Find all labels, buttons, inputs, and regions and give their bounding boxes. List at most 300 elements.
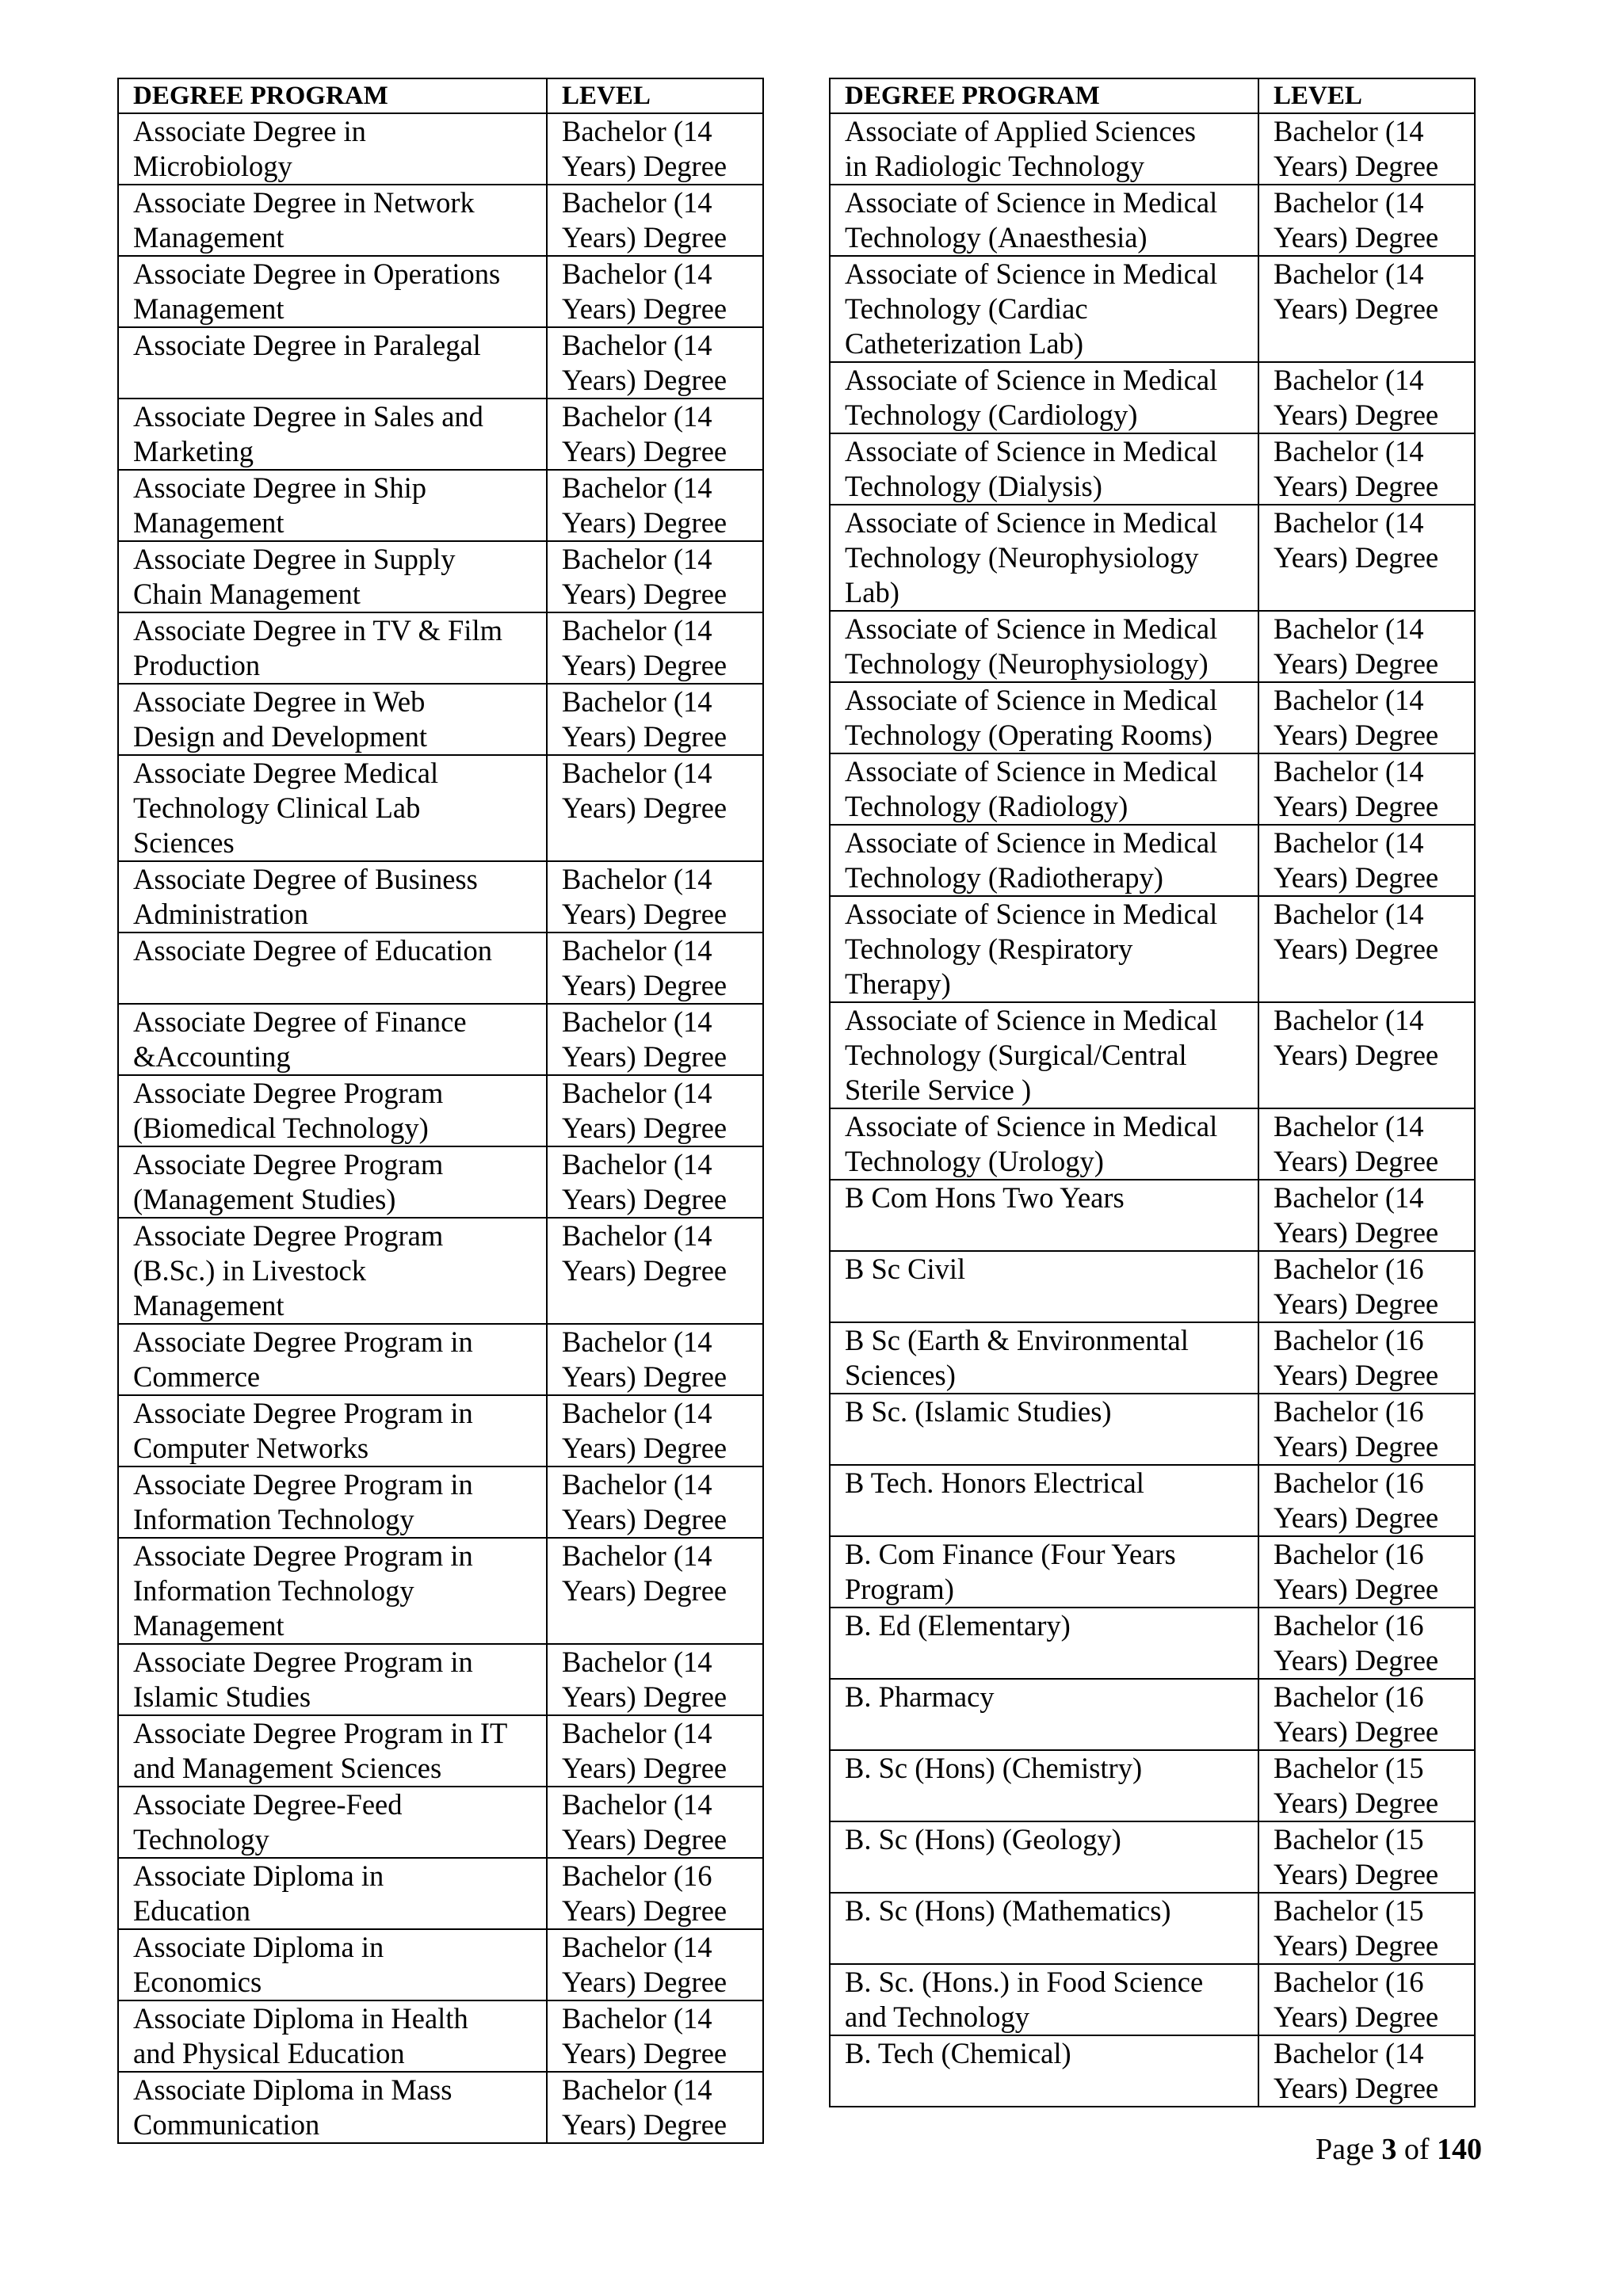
degree-program-cell [830, 256, 1258, 362]
level-cell-line: Bachelor (14 [562, 115, 712, 147]
degree-program-cell [118, 1644, 547, 1715]
level-cell [547, 185, 763, 256]
degree-program-cell [118, 2072, 547, 2143]
degree-program-cell-line: Associate Degree Program in [133, 1325, 473, 1358]
degree-program-cell-line: Information Technology [133, 1503, 414, 1535]
degree-program-cell-line: B. Com Finance (Four Years [845, 1538, 1176, 1570]
degree-program-cell-line: Technology (Radiotherapy) [845, 861, 1163, 894]
table-row [118, 2072, 763, 2143]
level-cell [1258, 113, 1475, 185]
level-cell [547, 1075, 763, 1146]
header-level: LEVEL [1258, 78, 1475, 113]
degree-program-cell-line: Sterile Service ) [845, 1074, 1032, 1106]
level-cell-line: Bachelor (14 [1274, 186, 1424, 219]
table-row [118, 612, 763, 684]
level-cell-line: Bachelor (14 [1274, 364, 1424, 396]
degree-program-cell [118, 1004, 547, 1075]
degree-program-cell-line: Management [133, 1609, 285, 1642]
table-row [830, 1394, 1475, 1465]
level-cell-line: Bachelor (14 [562, 329, 712, 361]
degree-program-cell-line: Technology (Neurophysiology [845, 541, 1199, 574]
degree-program-cell-line: Technology (Neurophysiology) [845, 647, 1209, 680]
level-cell-line: Bachelor (14 [562, 1646, 712, 1678]
level-cell-line: Years) Degree [1274, 1501, 1439, 1534]
degree-program-cell-line: B Sc (Earth & Environmental [845, 1324, 1189, 1356]
degree-program-cell-line: Management [133, 506, 285, 539]
degree-program-cell-line: Associate of Science in Medical [845, 435, 1218, 467]
table-row [118, 755, 763, 861]
level-cell [547, 861, 763, 933]
table-row [118, 1715, 763, 1787]
degree-program-cell-line: Technology (Dialysis) [845, 470, 1102, 502]
level-cell [547, 1715, 763, 1787]
degree-program-cell [118, 861, 547, 933]
level-cell-line: Bachelor (14 [562, 1539, 712, 1572]
level-cell [1258, 682, 1475, 753]
degree-program-cell [830, 1002, 1258, 1108]
level-cell [547, 2000, 763, 2072]
degree-program-cell [118, 1858, 547, 1929]
degree-program-cell-line: Marketing [133, 435, 254, 467]
level-cell-line: Years) Degree [562, 578, 727, 610]
level-cell-line: Bachelor (16 [1274, 1538, 1424, 1570]
degree-program-cell [118, 185, 547, 256]
level-cell-line: Years) Degree [562, 1574, 727, 1607]
table-row [118, 1395, 763, 1466]
degree-program-cell-line: Management [133, 292, 285, 325]
table-row [830, 1002, 1475, 1108]
level-cell [547, 1395, 763, 1466]
level-cell [1258, 1821, 1475, 1893]
level-cell-line: Bachelor (14 [562, 1219, 712, 1252]
degree-program-cell [118, 1929, 547, 2000]
degree-program-cell [118, 256, 547, 327]
table-row [830, 825, 1475, 896]
level-cell-line: Bachelor (14 [562, 1788, 712, 1821]
degree-program-cell-line: Economics [133, 1966, 262, 1998]
degree-program-cell [118, 755, 547, 861]
level-cell-line: Years) Degree [1274, 1216, 1439, 1249]
level-cell [1258, 1536, 1475, 1608]
degree-program-cell-line: Technology (Surgical/Central [845, 1039, 1187, 1071]
degree-program-cell-line: Production [133, 649, 261, 681]
table-row [118, 1324, 763, 1395]
table-row [830, 611, 1475, 682]
degree-program-cell-line: Associate Degree Program in [133, 1468, 473, 1501]
level-cell [547, 684, 763, 755]
degree-program-cell-line: (Management Studies) [133, 1183, 396, 1215]
level-cell-line: Bachelor (15 [1274, 1752, 1424, 1784]
level-cell-line: Bachelor (14 [562, 400, 712, 433]
level-cell [1258, 362, 1475, 433]
level-cell-line: Years) Degree [562, 898, 727, 930]
total-pages: 140 [1437, 2133, 1482, 2166]
level-cell-line: Years) Degree [562, 1040, 727, 1073]
level-cell-line: Bachelor (14 [1274, 612, 1424, 645]
degree-program-cell [830, 1180, 1258, 1251]
degree-program-cell-line: and Technology [845, 2000, 1029, 2033]
degree-program-cell-line: and Management Sciences [133, 1752, 442, 1784]
level-cell [1258, 896, 1475, 1002]
table-row [118, 933, 763, 1004]
level-cell-line: Years) Degree [562, 1680, 727, 1713]
level-cell-line: Years) Degree [1274, 1287, 1439, 1320]
level-cell-line: Bachelor (14 [562, 2073, 712, 2106]
level-cell-line: Bachelor (14 [562, 1468, 712, 1501]
level-cell-line: Bachelor (14 [562, 186, 712, 219]
level-cell [547, 1858, 763, 1929]
level-cell [547, 1466, 763, 1538]
level-cell-line: Bachelor (14 [562, 1931, 712, 1963]
level-cell-line: Years) Degree [1274, 1359, 1439, 1391]
degree-program-cell [830, 825, 1258, 896]
level-cell-line: Years) Degree [1274, 1929, 1439, 1962]
degree-program-cell [830, 2035, 1258, 2107]
table-row [118, 327, 763, 399]
level-cell-line: Bachelor (16 [1274, 1466, 1424, 1499]
level-cell [547, 1004, 763, 1075]
degree-program-cell-line: Associate of Science in Medical [845, 898, 1218, 930]
level-cell [1258, 753, 1475, 825]
level-cell-line: Years) Degree [1274, 719, 1439, 751]
level-cell-line: Years) Degree [562, 649, 727, 681]
level-cell-line: Years) Degree [562, 1112, 727, 1144]
degree-program-cell-line: Sciences) [845, 1359, 956, 1391]
table-row [830, 1821, 1475, 1893]
level-cell-line: Bachelor (14 [1274, 1004, 1424, 1036]
table-row [118, 684, 763, 755]
level-cell [1258, 825, 1475, 896]
level-cell-line: Years) Degree [562, 1183, 727, 1215]
degree-program-cell [118, 933, 547, 1004]
level-cell-line: Years) Degree [562, 292, 727, 325]
degree-program-cell [118, 1715, 547, 1787]
degree-program-cell-line: Associate Diploma in Mass [133, 2073, 453, 2106]
degree-program-cell [118, 1146, 547, 1218]
level-cell-line: Bachelor (16 [1274, 1395, 1424, 1428]
level-cell-line: Years) Degree [1274, 541, 1439, 574]
degree-table-left-body [118, 113, 763, 2143]
degree-program-cell-line: B Tech. Honors Electrical [845, 1466, 1144, 1499]
table-row [118, 1004, 763, 1075]
table-row [830, 505, 1475, 611]
degree-program-cell-line: Therapy) [845, 967, 951, 1000]
level-cell-line: Bachelor (16 [1274, 1253, 1424, 1285]
level-cell [1258, 1964, 1475, 2035]
degree-program-cell-line: Associate Degree Program [133, 1148, 444, 1180]
level-cell [1258, 1251, 1475, 1322]
degree-program-cell-line: Associate of Science in Medical [845, 612, 1218, 645]
table-row [118, 2000, 763, 2072]
level-cell-line: Years) Degree [562, 506, 727, 539]
degree-program-cell [118, 612, 547, 684]
degree-program-cell [118, 1538, 547, 1644]
degree-program-cell-line: Management [133, 1289, 285, 1322]
level-cell-line: Bachelor (14 [1274, 2037, 1424, 2069]
level-cell [547, 1929, 763, 2000]
level-cell [1258, 1465, 1475, 1536]
degree-program-cell-line: Communication [133, 2108, 320, 2141]
level-cell-line: Years) Degree [1274, 1573, 1439, 1605]
level-cell-line: Years) Degree [1274, 2000, 1439, 2033]
level-cell-line: Years) Degree [562, 221, 727, 254]
level-cell-line: Years) Degree [1274, 790, 1439, 822]
degree-program-cell [118, 470, 547, 541]
degree-program-cell-line: B. Tech (Chemical) [845, 2037, 1071, 2069]
degree-table-right-body [830, 113, 1475, 2107]
level-cell-line: Bachelor (14 [562, 2002, 712, 2035]
degree-program-cell-line: Technology (Radiology) [845, 790, 1128, 822]
table-row [830, 1608, 1475, 1679]
degree-program-cell-line: Program) [845, 1573, 954, 1605]
header-level: LEVEL [547, 78, 763, 113]
table-row [118, 256, 763, 327]
table-row [118, 1466, 763, 1538]
level-cell-line: Years) Degree [1274, 933, 1439, 965]
level-cell-line: Bachelor (14 [562, 1717, 712, 1749]
current-page: 3 [1381, 2133, 1397, 2166]
degree-program-cell-line: Associate of Science in Medical [845, 755, 1218, 788]
degree-program-cell [118, 1324, 547, 1395]
level-cell-line: Years) Degree [1274, 150, 1439, 182]
degree-program-cell [830, 1608, 1258, 1679]
level-cell-line: Bachelor (14 [1274, 1181, 1424, 1214]
level-cell-line: Years) Degree [562, 2108, 727, 2141]
degree-program-cell-line: Associate of Science in Medical [845, 506, 1218, 539]
degree-program-cell-line: Associate Degree in Paralegal [133, 329, 481, 361]
level-cell-line: Bachelor (14 [562, 1397, 712, 1429]
degree-program-cell [118, 684, 547, 755]
page-number [1284, 2131, 1482, 2168]
table-header-row [830, 78, 1475, 113]
level-cell [547, 399, 763, 470]
level-cell-line: Years) Degree [1274, 292, 1439, 325]
degree-program-cell [830, 113, 1258, 185]
level-cell [547, 541, 763, 612]
degree-program-cell-line: Sciences [133, 826, 235, 859]
level-cell-line: Years) Degree [1274, 1644, 1439, 1676]
degree-program-cell-line: Associate Degree Program [133, 1077, 444, 1109]
level-cell-line: Years) Degree [1274, 1430, 1439, 1463]
table-row [830, 1536, 1475, 1608]
degree-program-cell-line: Management [133, 221, 285, 254]
level-cell [547, 1218, 763, 1324]
table-row [118, 1538, 763, 1644]
table-row [118, 1146, 763, 1218]
degree-program-cell-line: Education [133, 1894, 250, 1927]
level-cell-line: Bachelor (14 [1274, 1110, 1424, 1142]
table-row [830, 113, 1475, 185]
degree-program-cell-line: B Com Hons Two Years [845, 1181, 1125, 1214]
level-cell-line: Bachelor (14 [1274, 684, 1424, 716]
degree-program-cell-line: B. Pharmacy [845, 1680, 995, 1713]
degree-program-cell-line: Technology (Operating Rooms) [845, 719, 1212, 751]
level-cell-line: Bachelor (14 [1274, 257, 1424, 290]
table-row [830, 1750, 1475, 1821]
degree-program-cell-line: Technology Clinical Lab [133, 791, 421, 824]
table-row [830, 682, 1475, 753]
table-row [830, 256, 1475, 362]
level-cell-line: Bachelor (14 [1274, 115, 1424, 147]
level-cell-line: Years) Degree [1274, 2072, 1439, 2104]
level-cell-line: Bachelor (16 [1274, 1609, 1424, 1642]
table-row [830, 1108, 1475, 1180]
degree-program-cell-line: Associate Degree in TV & Film [133, 614, 502, 646]
level-cell-line: Years) Degree [1274, 470, 1439, 502]
level-cell [547, 612, 763, 684]
degree-program-cell-line: B. Sc (Hons) (Chemistry) [845, 1752, 1143, 1784]
level-cell-line: Bachelor (14 [1274, 506, 1424, 539]
degree-program-cell [830, 1964, 1258, 2035]
level-cell-line: Bachelor (16 [1274, 1680, 1424, 1713]
level-cell-line: Years) Degree [1274, 1039, 1439, 1071]
table-row [830, 1180, 1475, 1251]
degree-program-cell-line: B. Sc. (Hons.) in Food Science [845, 1966, 1204, 1998]
degree-table-right [829, 78, 1476, 2107]
degree-program-cell-line: Associate Degree Medical [133, 757, 439, 789]
degree-program-cell-line: Associate of Science in Medical [845, 1004, 1218, 1036]
degree-program-cell-line: Design and Development [133, 720, 427, 753]
degree-program-cell-line: Commerce [133, 1360, 261, 1393]
level-cell-line: Bachelor (14 [562, 614, 712, 646]
degree-program-cell-line: B Sc Civil [845, 1253, 966, 1285]
degree-program-cell [830, 185, 1258, 256]
level-cell-line: Bachelor (16 [1274, 1324, 1424, 1356]
degree-program-cell [830, 1893, 1258, 1964]
level-cell-line: Bachelor (14 [562, 1005, 712, 1038]
degree-program-cell-line: Associate Diploma in Health [133, 2002, 468, 2035]
degree-program-cell-line: Associate of Applied Sciences [845, 115, 1196, 147]
level-cell-line: Bachelor (14 [562, 257, 712, 290]
table-row [830, 433, 1475, 505]
table-row [830, 1465, 1475, 1536]
header-degree-program: DEGREE PROGRAM [830, 78, 1258, 113]
table-row [118, 470, 763, 541]
table-row [830, 185, 1475, 256]
degree-program-cell-line: Technology (Anaesthesia) [845, 221, 1148, 254]
degree-program-cell-line: Associate Degree Program [133, 1219, 444, 1252]
degree-program-cell-line: Technology (Cardiology) [845, 399, 1138, 431]
table-row [830, 1964, 1475, 2035]
degree-program-cell-line: Microbiology [133, 150, 292, 182]
level-cell [1258, 1108, 1475, 1180]
level-cell [1258, 1322, 1475, 1394]
level-cell-line: Years) Degree [562, 1752, 727, 1784]
degree-program-cell [118, 1395, 547, 1466]
table-row [830, 1679, 1475, 1750]
level-cell-line: Bachelor (14 [562, 934, 712, 967]
level-cell-line: Years) Degree [1274, 399, 1439, 431]
level-cell-line: Years) Degree [562, 1966, 727, 1998]
header-degree-program: DEGREE PROGRAM [118, 78, 547, 113]
level-cell-line: Bachelor (15 [1274, 1894, 1424, 1927]
level-cell [547, 2072, 763, 2143]
level-cell [1258, 505, 1475, 611]
table-row [118, 185, 763, 256]
degree-program-cell-line: Associate of Science in Medical [845, 257, 1218, 290]
degree-program-cell-line: Associate Degree Program in [133, 1646, 473, 1678]
degree-program-cell-line: Computer Networks [133, 1432, 369, 1464]
degree-table-left [117, 78, 764, 2144]
degree-program-cell [830, 753, 1258, 825]
level-cell-line: Years) Degree [1274, 647, 1439, 680]
level-cell [1258, 1394, 1475, 1465]
page-of-label: of [1396, 2133, 1437, 2166]
level-cell-line: Years) Degree [562, 1823, 727, 1855]
degree-program-cell-line: B. Sc (Hons) (Mathematics) [845, 1894, 1171, 1927]
level-cell-line: Years) Degree [1274, 1145, 1439, 1177]
degree-program-cell [118, 327, 547, 399]
degree-program-cell-line: Associate Degree in Sales and [133, 400, 483, 433]
level-cell-line: Bachelor (14 [1274, 826, 1424, 859]
level-cell-line: Bachelor (16 [562, 1859, 712, 1892]
table-row [118, 1787, 763, 1858]
degree-program-cell-line: Administration [133, 898, 309, 930]
degree-program-cell-line: Associate Degree in Supply [133, 543, 456, 575]
level-cell [1258, 611, 1475, 682]
table-row [830, 896, 1475, 1002]
level-cell [547, 1787, 763, 1858]
table-header-row [118, 78, 763, 113]
table-row [830, 362, 1475, 433]
degree-program-cell [830, 362, 1258, 433]
degree-program-cell-line: Technology (Respiratory [845, 933, 1133, 965]
level-cell-line: Bachelor (15 [1274, 1823, 1424, 1855]
degree-program-cell-line: B. Sc (Hons) (Geology) [845, 1823, 1121, 1855]
level-cell-line: Years) Degree [562, 1254, 727, 1287]
level-cell-line: Years) Degree [1274, 1715, 1439, 1748]
degree-program-cell-line: Lab) [845, 576, 899, 608]
degree-program-cell [830, 1394, 1258, 1465]
degree-program-cell-line: Associate Degree in Ship [133, 471, 426, 504]
table-row [118, 861, 763, 933]
level-cell [1258, 1750, 1475, 1821]
degree-program-cell [118, 1466, 547, 1538]
level-cell-line: Bachelor (16 [1274, 1966, 1424, 1998]
table-row [118, 1075, 763, 1146]
degree-program-cell-line: Islamic Studies [133, 1680, 311, 1713]
degree-program-cell-line: Associate Degree-Feed [133, 1788, 403, 1821]
table-row [830, 1893, 1475, 1964]
degree-program-cell-line: Associate Degree in Network [133, 186, 475, 219]
level-cell-line: Bachelor (14 [1274, 435, 1424, 467]
level-cell-line: Bachelor (14 [562, 863, 712, 895]
level-cell [1258, 1180, 1475, 1251]
degree-program-cell [118, 2000, 547, 2072]
degree-program-cell-line: &Accounting [133, 1040, 291, 1073]
level-cell-line: Bachelor (14 [562, 1325, 712, 1358]
level-cell [547, 933, 763, 1004]
degree-program-cell [830, 1465, 1258, 1536]
degree-program-cell-line: and Physical Education [133, 2037, 405, 2069]
degree-program-cell-line: Technology (Urology) [845, 1145, 1104, 1177]
page-label: Page [1315, 2133, 1382, 2166]
level-cell-line: Years) Degree [562, 2037, 727, 2069]
level-cell-line: Years) Degree [562, 435, 727, 467]
level-cell [547, 1538, 763, 1644]
level-cell-line: Years) Degree [562, 720, 727, 753]
level-cell-line: Years) Degree [562, 969, 727, 1001]
table-row [118, 399, 763, 470]
level-cell [547, 1644, 763, 1715]
degree-program-cell [830, 1322, 1258, 1394]
level-cell [1258, 433, 1475, 505]
level-cell-line: Years) Degree [562, 150, 727, 182]
degree-program-cell [830, 1536, 1258, 1608]
level-cell-line: Years) Degree [562, 791, 727, 824]
degree-program-cell-line: Associate Diploma in [133, 1859, 384, 1892]
level-cell [547, 256, 763, 327]
